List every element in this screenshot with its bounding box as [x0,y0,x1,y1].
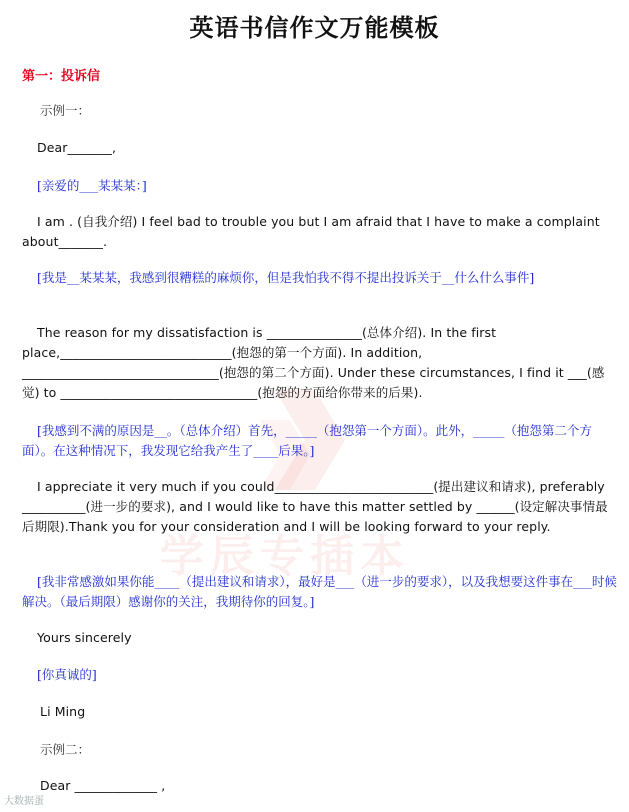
salutation-line-two: Dear _____________ , [40,778,166,793]
request-translation: [我非常感激如果你能____（提出建议和请求），最好是___（进一步的要求），以及我想要这件事在___时候解决。（最后期限）感谢你的关注，我期待你的回复。] [22,574,617,609]
reason-paragraph: The reason for my dissatisfaction is _______________(总体介绍). In the first place,___________________________(抱怨的第一个方面). In addition, _______________________________(抱怨的第二个方面). Under these circumstances, I find it ___(感觉) to _______________________________(抱怨的方面给你带来的后果). [22,325,605,400]
request-paragraph: I appreciate it very much if you could_________________________(提出建议和请求), preferably __________(进一步的要求), and I would like to have this matter settled by ______(设定解决事情最后期限).Thank you for your consideration and I will be looking forward to your reply. [22,479,608,534]
document-title: 英语书信作文万能模板 [189,14,440,42]
signature: Li Ming [40,704,86,719]
example-one-label: 示例一： [40,103,91,118]
example-two-label: 示例二： [40,742,91,757]
closing-line: Yours sincerely [37,630,132,645]
closing-translation: [你真诚的] [37,667,97,682]
intro-paragraph: I am . (自我介绍) I feel bad to trouble you but I am afraid that I have to make a complaint about_______. [22,214,600,249]
section-heading: 第一：投诉信 [22,69,101,84]
reason-translation: [我感到不满的原因是__。（总体介绍）首先，_____（抱怨第一个方面）。此外，_____（抱怨第二个方面）。在这种情况下，我发现它给我产生了____后果。] [22,423,592,458]
watermark-text: 学辰专插本 [160,531,410,582]
salutation-line: Dear_______, [37,140,117,155]
salutation-translation: [亲爱的___某某某：] [37,178,147,193]
intro-translation: [我是__某某某，我感到很糟糕的麻烦你，但是我怕我不得不提出投诉关于__什么什么事件] [37,270,535,285]
footer-logo: 大数据蛋 [4,796,44,807]
